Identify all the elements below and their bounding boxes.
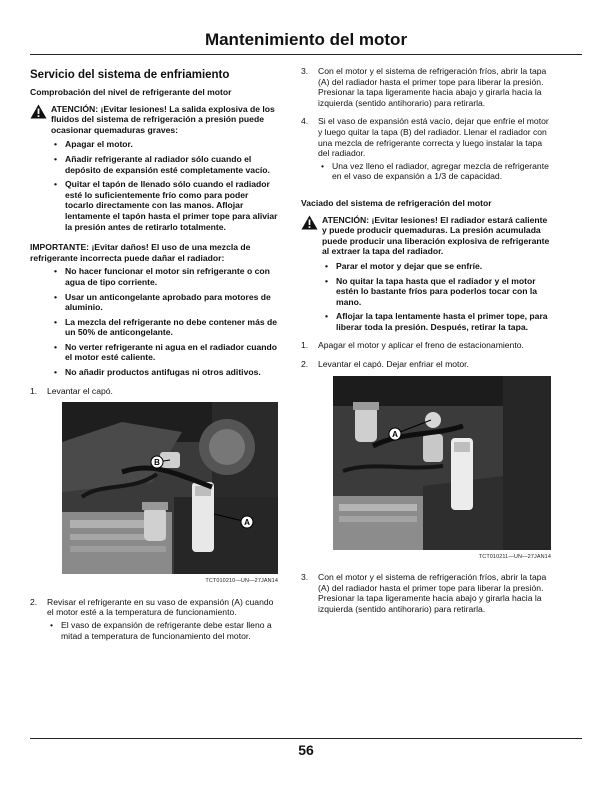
step-text: Levantar el capó. bbox=[47, 385, 113, 396]
step-text: Apagar el motor y aplicar el freno de estacionamiento. bbox=[318, 340, 524, 351]
list-item: • El vaso de expansión de refrigerante debe estar lleno a mitad a temperatura de funcionamiento del motor. bbox=[47, 620, 278, 641]
warning-block bbox=[30, 104, 278, 136]
list-item: • Aflojar la tapa lentamente hasta el primer tope, para liberar toda la presión. Después, retirar la tapa. bbox=[322, 311, 551, 332]
warning-bullets bbox=[30, 139, 278, 232]
step-number: 4. bbox=[301, 116, 309, 127]
list-item: • No añadir productos antifugas ni otros aditivos. bbox=[51, 367, 278, 378]
important-block bbox=[30, 242, 278, 263]
engine-photo-left bbox=[62, 402, 278, 587]
step-text: Con el motor y el sistema de refrigeración fríos, abrir la tapa (A) del radiador hasta el primer tope para liberar la presión. Presionar la tapa ligeramente hacia abajo y girarla hacia la izquierda (sentido antihorario) para retirarla. bbox=[318, 66, 547, 108]
engine-compartment-image bbox=[62, 402, 278, 574]
subsection-title-check-level: Comprobación del nivel de refrigerante del motor bbox=[30, 87, 232, 97]
list-item: • Quitar el tapón de llenado sólo cuando el radiador esté lo suficientemente frío como para poder tocarlo directamente con las manos. Aflojar lentamente el tapón hasta el primer tope para aliviar la presión antes de retirarlo totalmente. bbox=[51, 179, 278, 232]
step-number: 3. bbox=[301, 66, 309, 76]
step-remove-cap bbox=[301, 572, 551, 614]
important-label: IMPORTANTE: bbox=[30, 242, 90, 253]
radiator-cap-image bbox=[333, 376, 551, 550]
step-stop-engine bbox=[301, 340, 551, 351]
figure-caption: TCT010210—UN—27JAN14 bbox=[205, 578, 278, 585]
step-text: Levantar el capó. Dejar enfriar el motor. bbox=[318, 359, 469, 370]
step-lift-hood-cool bbox=[301, 359, 551, 370]
list-item: • Apagar el motor. bbox=[51, 139, 278, 150]
page-title: Mantenimiento del motor bbox=[204, 30, 408, 49]
important-text: ¡Evitar daños! El uso de una mezcla de refrigerante incorrecta puede dañar el radiador: bbox=[30, 242, 251, 263]
step-number: 2. bbox=[301, 359, 309, 370]
step-fill-radiator bbox=[301, 116, 551, 188]
warning-text: ATENCIÓN: ¡Evitar lesiones! El radiador estará caliente y puede producir quemaduras. La presión acumulada puede producir una liberación explosiva de refrigerante al extraer la tapa del radiador. bbox=[322, 214, 550, 257]
list-item: • Parar el motor y dejar que se enfríe. bbox=[322, 261, 551, 272]
engine-photo-right bbox=[333, 376, 551, 563]
footer-rule bbox=[30, 738, 582, 739]
step-check-coolant bbox=[30, 597, 278, 647]
callout-a: A bbox=[244, 518, 250, 528]
step-number: 1. bbox=[30, 385, 38, 396]
step-text: Revisar el refrigerante en su vaso de expansión (A) cuando el motor esté a la temperatura de funcionamiento. bbox=[47, 596, 274, 618]
step-add-coolant bbox=[301, 66, 551, 108]
list-item: • No verter refrigerante ni agua en el radiador cuando el motor esté caliente. bbox=[51, 342, 278, 363]
warning-triangle-icon bbox=[30, 104, 47, 119]
step-number: 3. bbox=[301, 572, 309, 583]
warning-bullets bbox=[301, 261, 551, 333]
figure-caption: TCT010211—UN—27JAN14 bbox=[478, 553, 551, 560]
step-lift-hood bbox=[30, 386, 278, 397]
step-text: Con el motor y el sistema de refrigeración fríos, abrir la tapa (A) del radiador hasta el primer tope para liberar la presión. Presionar la tapa ligeramente hacia abajo y girarla hacia la izquierda (sentido antihorario) para retirarla. bbox=[318, 572, 547, 615]
list-item: • La mezcla del refrigerante no debe contener más de un 50% de anticongelante. bbox=[51, 317, 278, 338]
list-item: • Una vez lleno el radiador, agregar mezcla de refrigerante en el vaso de expansión a 1/3 de capacidad. bbox=[318, 161, 551, 182]
section-title: Servicio del sistema de enfriamiento bbox=[30, 69, 230, 81]
warning-triangle-icon bbox=[301, 215, 318, 230]
callout-b: B bbox=[154, 458, 160, 468]
step-text: Si el vaso de expansión está vacío, dejar que enfríe el motor y luego quitar la tapa (B) del radiador. Llenar el radiador con una mezcla de refrigerante correcta y luego instalar la tapa del radiador. bbox=[318, 116, 549, 159]
subsection-title-drain: Vaciado del sistema de refrigeración del motor bbox=[301, 197, 492, 208]
list-item: • No hacer funcionar el motor sin refrigerante o con agua de tipo corriente. bbox=[51, 266, 278, 287]
left-column bbox=[30, 62, 278, 653]
step-number: 2. bbox=[30, 596, 38, 607]
header-rule bbox=[30, 54, 582, 55]
right-column bbox=[301, 62, 551, 621]
list-item: • No quitar la tapa hasta que el radiador y el motor estén lo bastante fríos para poderlos tocar con la mano. bbox=[322, 276, 551, 308]
page-number: 56 bbox=[298, 742, 314, 758]
step-bullets bbox=[318, 161, 551, 182]
step-bullets bbox=[47, 620, 278, 641]
list-item: • Añadir refrigerante al radiador sólo cuando el depósito de expansión esté completamente vacío. bbox=[51, 154, 278, 175]
warning-text: ATENCIÓN: ¡Evitar lesiones! La salida explosiva de los fluidos del sistema de refrigeración a presión puede ocasionar quemaduras graves: bbox=[51, 103, 275, 135]
callout-a: A bbox=[392, 429, 398, 439]
list-item: • Usar un anticongelante aprobado para motores de aluminio. bbox=[51, 292, 278, 313]
important-bullets bbox=[30, 266, 278, 377]
step-number: 1. bbox=[301, 340, 309, 351]
warning-block bbox=[301, 215, 551, 257]
